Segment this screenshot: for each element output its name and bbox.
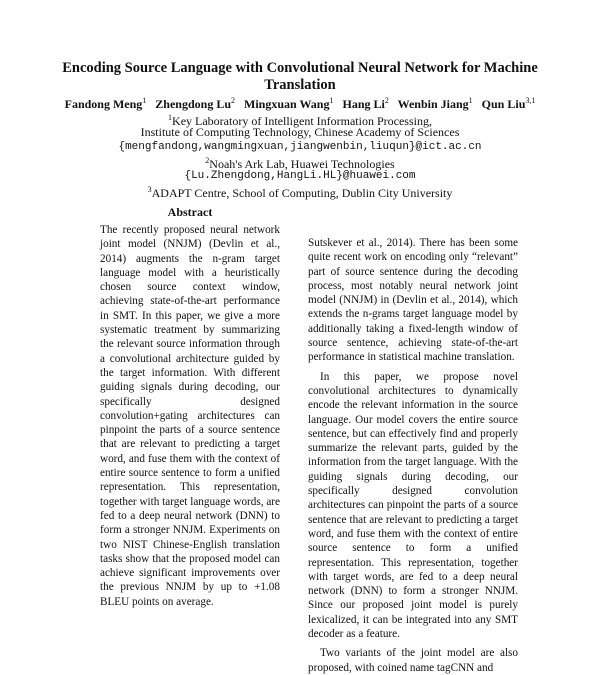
author: Hang Li$^2$ bbox=[342, 96, 389, 111]
email-line: {Lu.Zhengdong,HangLi.HL}@huawei.com bbox=[184, 170, 416, 182]
affiliation-line: $^1$Key Laboratory of Intelligent Information Processing, bbox=[168, 113, 432, 128]
author: Zhengdong Lu$^2$ bbox=[155, 96, 235, 111]
affiliation-line: $^3$ADAPT Centre, School of Computing, Dublin City University bbox=[147, 185, 453, 200]
intro-paragraph: Two variants of the joint model are also proposed, with coined name tagCNN and bbox=[308, 647, 518, 674]
intro-paragraph: In this paper, we propose novel convolutional architectures to dynamically encode the relevant information in the source language. Our model covers the entire source sentence, but can effectively find and properly summarize the relevant parts, guided by the information from the target language. With the guiding signals during decoding, our specifically designed convolution architectures can pinpoint the parts of a source sentence that are relevant to predicting a target word, and fuse them with the context of entire source sentence to form a unified representation. This representation, together with target words, are fed to a deep neural network (DNN) to form a stronger NNJM. Since our proposed joint model is purely lexicalized, it can be integrated into any SMT decoder as a feature. bbox=[308, 370, 518, 641]
email-line: {mengfandong,wangmingxuan,jiangwenbin,liuqun}@ict.ac.cn bbox=[118, 141, 482, 153]
author: Fandong Meng$^1$ bbox=[64, 96, 147, 111]
paper-title: Encoding Source Language with Convolutional Neural Network for Machine Translation bbox=[62, 60, 538, 93]
author: Qun Liu$^{3,1}$ bbox=[481, 96, 536, 111]
affiliation-line: Institute of Computing Technology, Chinese Academy of Sciences bbox=[140, 125, 460, 139]
abstract-body bbox=[100, 223, 280, 609]
right-column bbox=[308, 236, 518, 675]
author: Mingxuan Wang$^1$ bbox=[244, 96, 334, 111]
author-list bbox=[20, 96, 580, 112]
author: Wenbin Jiang$^1$ bbox=[397, 96, 473, 111]
affiliation-line: $^2$Noah's Ark Lab, Huawei Technologies bbox=[205, 156, 395, 171]
abstract-text: The recently proposed neural network joint model (NNJM) (Devlin et al., 2014) augments the n-gram target language model with a heuristically chosen source context window, achieving state-of-the-art performance in SMT. In this paper, we give a more systematic treatment by summarizing the relevant source information through a convolutional architecture guided by the target information. With different guiding signals during decoding, our specifically designed convolution+gating architectures can pinpoint the parts of a source sentence that are relevant to predicting a target word, and fuse them with the context of entire source sentence to form a unified representation. This representation, together with target language words, are fed to a deep neural network (DNN) to form a stronger NNJM. Experiments on two NIST Chinese-English translation tasks show that the proposed model can achieve significant improvements over the previous NNJM by up to +1.08 BLEU points on average. bbox=[100, 224, 280, 608]
abstract-heading: Abstract bbox=[167, 205, 213, 219]
intro-paragraph: Sutskever et al., 2014). There has been some quite recent work on encoding only “relevant” part of source sentence during the decoding process, most notably neural network joint model (NNJM) in (Devlin et al., 2014), which extends the n-grams target language model by additionally taking a fixed-length window of source sentence, achieving state-of-the-art performance in statistical machine translation. bbox=[308, 237, 518, 364]
